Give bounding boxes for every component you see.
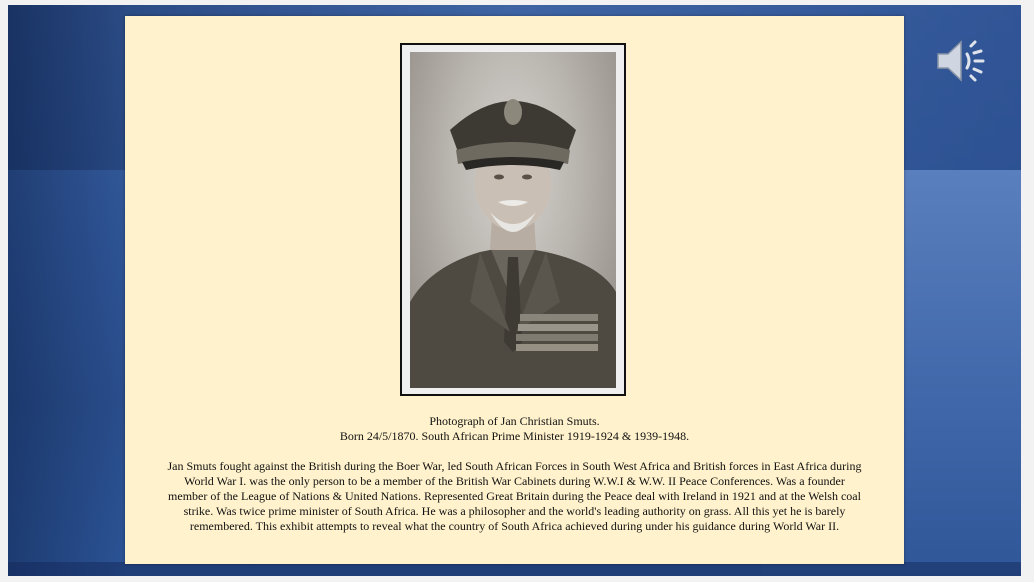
caption-title: Photograph of Jan Christian Smuts. <box>429 414 600 428</box>
portrait-frame <box>400 43 626 396</box>
description-line: member of the League of Nations & United Nations. Represented Great Britain during the Peace deal with Ireland in 1921 and at the Welsh coal <box>168 489 861 503</box>
description-line: remembered. This exhibit attempts to reveal what the country of South Africa achieved during under his guidance during World War II. <box>189 519 840 533</box>
description-line: Jan Smuts fought against the British during the Boer War, led South African Forces in South West Africa and British forces in East Africa during <box>167 459 862 473</box>
photo-caption <box>125 414 904 444</box>
description-text <box>139 459 890 534</box>
description-line: World War I. was the only person to be a member of the British War Cabinets during W.W.I & W.W. II Peace Conferences. Was a founder <box>184 474 845 488</box>
background-shade <box>8 5 128 576</box>
portrait-illustration <box>410 52 616 388</box>
caption-subtitle: Born 24/5/1870. South African Prime Minister 1919-1924 & 1939-1948. <box>339 429 690 443</box>
description-line: strike. Was twice prime minister of South Africa. He was a philosopher and the world's leading authority on grass. All this yet he is barely <box>183 504 846 518</box>
portrait-photo <box>410 52 616 388</box>
speaker-icon[interactable] <box>934 36 988 86</box>
slide <box>125 16 904 564</box>
background-bottom <box>8 562 1021 576</box>
